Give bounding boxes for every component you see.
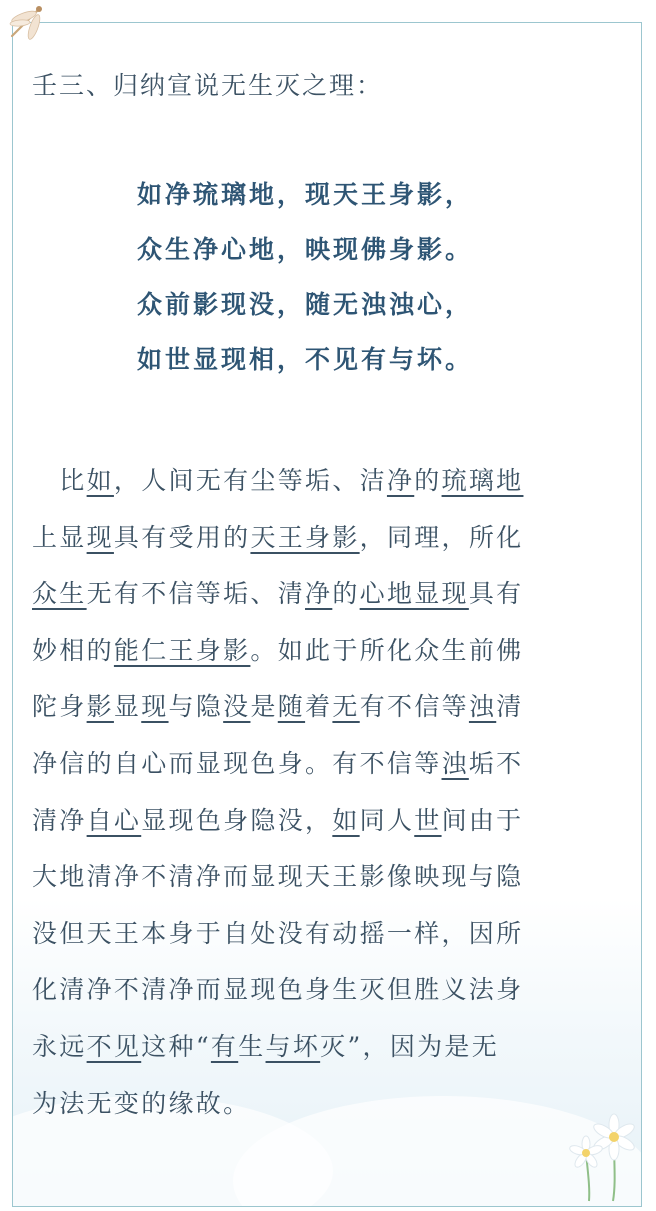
body-line: [32, 453, 632, 510]
commentary-paragraph: [32, 453, 632, 1132]
text-segment: ，同理，所化: [359, 522, 524, 552]
underlined-term: 与坏: [265, 1031, 321, 1061]
text-segment: 显: [113, 692, 142, 722]
text-segment: 间由于: [441, 805, 524, 835]
text-segment: 。如此于所化众生前佛: [250, 635, 524, 665]
body-line: [32, 736, 632, 793]
text-segment: 同人: [359, 805, 415, 835]
underlined-term: 能仁王身影: [113, 635, 251, 665]
underlined-term: 浊: [468, 692, 497, 722]
body-line: [32, 906, 632, 963]
underlined-term: 随: [277, 692, 306, 722]
underlined-term: 有: [210, 1031, 239, 1061]
text-segment: 具有受用的: [113, 522, 251, 552]
body-line: [32, 849, 632, 906]
underlined-term: 心地显现: [359, 579, 469, 609]
verse-line: 众生净心地，映现佛身影。: [137, 235, 474, 264]
text-segment: 化清净不清净而显现色身生灭但胜义法身: [32, 975, 524, 1005]
body-line: [32, 566, 632, 623]
underlined-term: 不见: [86, 1031, 142, 1061]
section-heading: 壬三、归纳宣说无生灭之理：: [32, 71, 384, 100]
underlined-term: 净: [305, 579, 333, 609]
text-segment: 的: [332, 579, 360, 609]
verse-line: 如净琉璃地，现天王身影，: [137, 180, 474, 209]
text-segment: 无有不信等垢、清: [86, 579, 306, 609]
body-line: [32, 793, 632, 850]
underlined-term: 如: [332, 805, 360, 835]
body-line: [32, 1076, 632, 1133]
underlined-term: 无: [332, 692, 360, 722]
text-segment: 垢不: [468, 748, 524, 778]
text-segment: 是: [250, 692, 278, 722]
text-segment: 显现色身隐没，: [141, 805, 333, 835]
underlined-term: 众生: [32, 579, 87, 609]
underlined-term: 自心: [86, 805, 142, 835]
text-segment: 着: [305, 692, 333, 722]
text-segment: 没但天王本身于自处没有动摇一样，因所: [32, 918, 524, 948]
text-segment: 清净: [32, 805, 87, 835]
text-segment: 上显: [32, 522, 87, 552]
verse-block: [137, 178, 473, 398]
text-segment: 大地清净不清净而显现天王影像映现与隐: [32, 862, 524, 892]
text-segment: ，人间无有尘等垢、洁: [113, 466, 387, 495]
underlined-term: 现: [141, 692, 169, 722]
text-segment: 的: [414, 466, 442, 495]
text-segment: 有不信等: [359, 692, 469, 722]
text-segment: 生: [238, 1031, 266, 1061]
underlined-term: 净: [386, 466, 415, 495]
text-segment: 与隐: [168, 692, 224, 722]
text-segment: 永远: [32, 1031, 87, 1061]
text-segment: 灭”，因为是无: [320, 1031, 500, 1061]
underlined-term: 如: [86, 466, 114, 495]
body-line: [32, 623, 632, 680]
text-segment: 这种“: [141, 1031, 211, 1061]
text-segment: 陀身: [32, 692, 87, 722]
underlined-term: 琉璃地: [441, 466, 524, 495]
text-segment: 具有: [468, 579, 524, 609]
text-segment: 为法无变的缘故。: [32, 1088, 251, 1118]
text-segment: 妙相的: [32, 635, 114, 665]
underlined-term: 浊: [441, 748, 469, 778]
text-segment: 比: [32, 466, 87, 495]
body-line: [32, 679, 632, 736]
body-line: [32, 962, 632, 1019]
body-line: [32, 510, 632, 567]
verse-line: 众前影现没，随无浊浊心，: [137, 290, 474, 319]
underlined-term: 世: [414, 805, 442, 835]
underlined-term: 现: [86, 522, 114, 552]
text-segment: 清: [496, 692, 524, 722]
underlined-term: 天王身影: [250, 522, 360, 552]
underlined-term: 没: [223, 692, 251, 722]
verse-line: 如世显现相，不见有与坏。: [137, 345, 474, 374]
dragonfly-icon: [4, 2, 52, 42]
text-segment: 净信的自心而显现色身。有不信等: [32, 748, 442, 778]
body-line: [32, 1019, 632, 1076]
underlined-term: 影: [86, 692, 114, 722]
